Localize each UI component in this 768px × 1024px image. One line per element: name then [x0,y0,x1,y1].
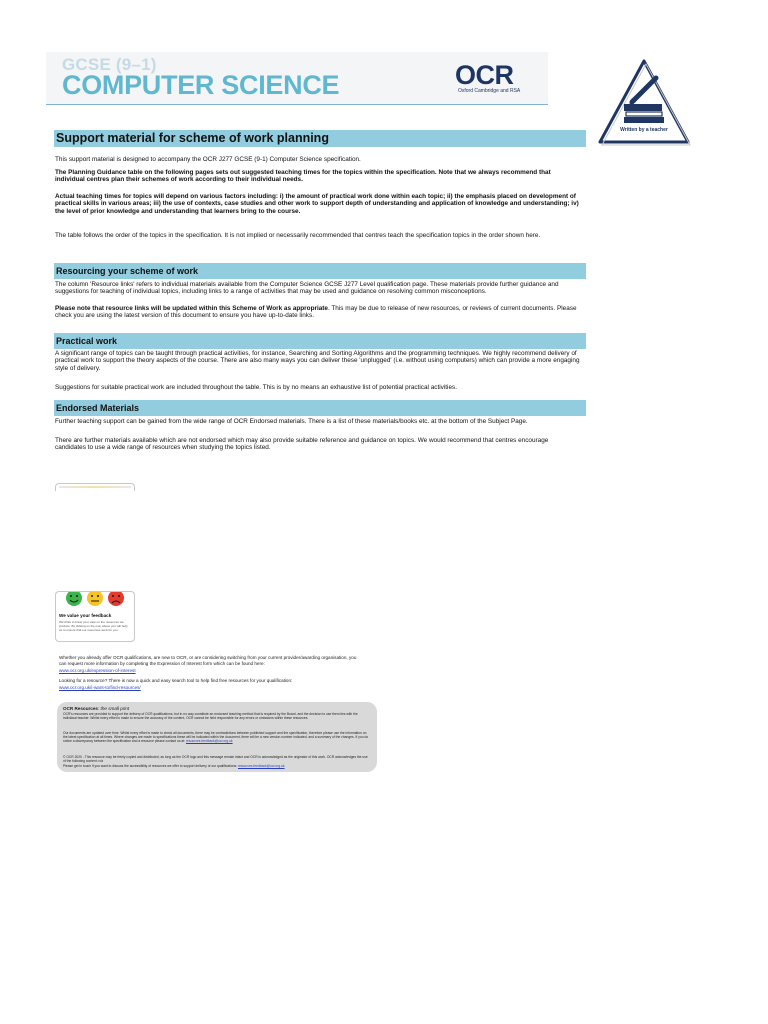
endorsed-paragraph-1: Further teaching support can be gained from the wide range of OCR Endorsed materials. There is a list of these materials/books etc. at the bottom of the Subject Page. [55,418,528,425]
feedback-card[interactable] [55,591,135,642]
header-divider [46,104,548,105]
fine-print-paragraph-1: OCR's resources are provided to support the delivery of OCR qualifications, but in no way constitute an endorsed teaching method that is required by the Board, and the decision to use them lies with the individual teacher. Whilst every effort is made to ensure the accuracy of the content, OCR cannot be held responsible for any errors or omissions within these resources. [63,712,358,721]
feedback-faces-icon [65,592,125,610]
resource-thumbnail[interactable] [55,483,135,491]
fine-print-heading-italic: : the small print [97,706,130,711]
resourcing-note-bold: Please note that resource links will be updated within this Scheme of Work as appropriate [55,305,328,312]
pen-and-book-icon [596,56,692,148]
page-title-bar [54,130,586,147]
practical-paragraph-2: Suggestions for suitable practical work are included throughout the table. This is by no means an exhaustive list of potential practical activities. [55,384,458,391]
fine-print-paragraph-4 [63,764,371,768]
practical-paragraph-1: A significant range of topics can be taught through practical activities, for instance, Searching and Sorting Algorithms and the programming techniques. We highly recommend delivery of practical work to support the theory aspects of the course. There are also many ways you can deliver these 'unplugged' (i.e. without using computers) which can provide a more engaging style of delivery. [55,350,580,372]
endorsed-paragraph-2: There are further materials available which are not endorsed which may also provide suitable reference and guidance on topics. We would recommend that centres encourage candidates to use a wide range of resources when studying the topics listed. [55,437,549,452]
fine-print-paragraph-4-text: Please get in touch if you want to discuss the accessibility of resources we offer to support delivery of our qualifications: [63,764,238,768]
eoi-text: Whether you already offer OCR qualifications, are new to OCR, or are considering switching from your current provider/awarding organisation, you can request more information by completing the Expression of Interest form which can be found here: [59,655,357,666]
endorsed-heading: Endorsed Materials [56,403,140,413]
written-by-teacher-badge [596,56,692,148]
fine-print-paragraph-3: © OCR 2020 - This resource may be freely copied and distributed, as long as the OCR logo and this message remain intact and OCR is acknowledged as the originator of this work. OCR acknowledges the use of the following content: n/a [63,755,368,764]
search-link[interactable]: www.ocr.org.uk/i-want-to/find-resources/ [59,685,141,690]
feedback-body: We'd like to know your view on the resources we produce. By clicking on the icon above you will help us to ensure that our resources work for you. [59,620,128,632]
intro-paragraph-4: The table follows the order of the topics in the specification. It is not implied or necessarily recommended that centres teach the specification topics in the order shown here. [55,232,541,239]
ocr-logo: OCR [455,60,514,90]
fine-print-panel [57,702,377,772]
ocr-logo-subtitle: Oxford Cambridge and RSA [458,88,521,94]
resourcing-heading-bar [54,263,586,279]
badge-label: Written by a teacher [620,127,668,133]
feedback-faces[interactable] [65,592,125,610]
intro-paragraph-3: Actual teaching times for topics will depend on various factors including: i) the amount of practical work done within each topic; ii) the emphasis placed on development of practical skills in various areas; iii) the use of contexts, case studies and other work to support depth of understanding and application of knowledge and understanding; iv) the level of prior knowledge and understanding that learners bring to the course. [55,193,579,215]
intro-paragraph-2: The Planning Guidance table on the following pages sets out suggested teaching times for the topics within the specification. Note that we always recommend that individual centres plan their schemes of work according to their individual needs. [55,169,551,184]
resourcing-heading: Resourcing your scheme of work [56,266,199,276]
fine-print-feedback-link[interactable]: resources.feedback@ocr.org.uk [185,739,233,744]
resourcing-note-rest: . This may be due to release of new resources, or reviews of current documents. Please check you are using the latest version of this document to ensure you have up-to-date links. [55,305,577,320]
subject-title: COMPUTER SCIENCE [62,70,340,100]
search-text: Looking for a resource? There is now a quick and easy search tool to help find free resources for your qualification: [59,678,293,683]
resourcing-paragraph-1: The column 'Resource links' refers to individual materials available from the Computer Science GCSE J277 Level qualification page. These materials provide further guidance and suggestions for teaching of individual topics, including links to a range of activities that may be used and guidance on resolving common misconceptions. [55,281,559,296]
endorsed-heading-bar [54,400,586,416]
resourcing-paragraph-2 [55,305,580,320]
eoi-link[interactable]: www.ocr.org.uk/expression-of-interest [59,668,136,673]
fine-print-contact-link[interactable]: resources.feedback@ocr.org.uk [237,764,285,768]
fine-print-paragraph-2-text: Our documents are updated over time. Whilst every effort is made to check all documents, there may be contradictions between published support and the specification, therefore please use the information on the latest specification at all times. Where changes are made to specifications these will be indicated within the document, there will be a new version number indicated, and a summary of the changes. If you do notice a discrepancy between the specification and a resource please contact us at: [63,731,369,744]
page-title: Support material for scheme of work planning [56,131,329,145]
practical-heading-bar [54,333,586,349]
practical-heading: Practical work [56,336,118,346]
qualification-label: GCSE (9–1) [62,55,157,74]
fine-print-heading-bold: OCR Resources [63,706,98,711]
fine-print-heading [63,706,371,711]
feedback-title: We value your feedback [59,613,112,618]
intro-paragraph-1: This support material is designed to accompany the OCR J277 GCSE (9-1) Computer Science specification. [55,156,361,163]
fine-print-paragraph-2 [63,731,371,744]
